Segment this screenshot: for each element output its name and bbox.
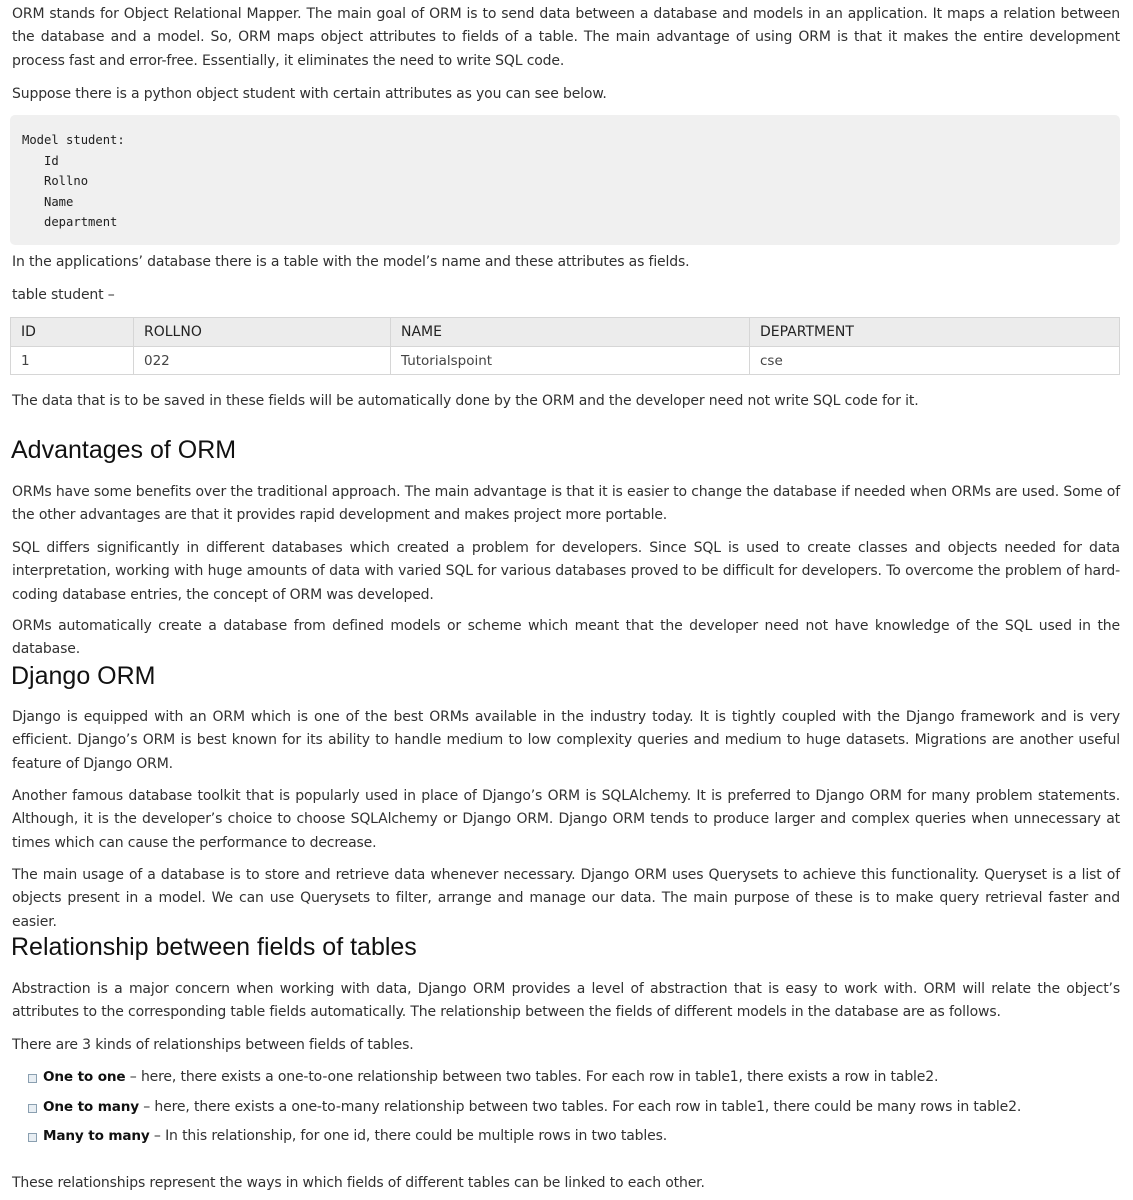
table-header-rollno: ROLLNO: [134, 318, 391, 347]
table-row: [11, 347, 1120, 375]
list-item: [28, 1096, 1021, 1126]
advantages-paragraph-3: ORMs automatically create a database from defined models or scheme which meant that the developer need not have knowledge of the SQL used in the database.: [12, 618, 1120, 658]
django-orm-heading: Django ORM: [11, 662, 156, 690]
table-header-id: ID: [11, 318, 134, 347]
table-cell-id: 1: [11, 347, 134, 375]
django-paragraph-3: The main usage of a database is to store and retrieve data whenever necessary. Django ORM uses Querysets to achieve this functionality. Queryset is a list of objects present in a model. We can use Querysets to filter, arrange and manage our data. The main purpose of these is to make query retrieval faster and easier.: [12, 867, 1120, 930]
table-cell-name: Tutorialspoint: [391, 347, 750, 375]
relationships-closing-paragraph: These relationships represent the ways in which fields of different tables can be linked to each other.: [12, 1175, 705, 1191]
intro-paragraph: ORM stands for Object Relational Mapper. The main goal of ORM is to send data between a database and models in an application. It maps a relation between the database and a model. So, ORM maps object attributes to fields of a table. The main advantage of using ORM is that it makes the entire development process fast and error-free. Essentially, it eliminates the need to write SQL code.: [12, 6, 1120, 69]
relationships-paragraph-1: Abstraction is a major concern when working with data, Django ORM provides a level of abstraction that is easy to work with. ORM will relate the object’s attributes to the corresponding table fields automatically. The relationship between the fields of different models in the database are as follows.: [12, 981, 1120, 1021]
list-item: [28, 1066, 1021, 1096]
intro-paragraph-2: Suppose there is a python object student with certain attributes as you can see below.: [12, 86, 607, 102]
table-cell-rollno: 022: [134, 347, 391, 375]
table-header-department: DEPARTMENT: [750, 318, 1120, 347]
advantages-paragraph-1: ORMs have some benefits over the traditional approach. The main advantage is that it is easier to change the database if needed when ORMs are used. Some of the other advantages are that it provides rapid development and makes project more portable.: [12, 484, 1120, 524]
advantages-paragraph-2: SQL differs significantly in different databases which created a problem for developers. Since SQL is used to create classes and objects needed for data interpretation, working with huge amounts of data with varied SQL for various databases proved to be difficult for developers. To overcome the problem of hard-coding database entries, the concept of ORM was developed.: [12, 540, 1120, 603]
relationship-name: One to many: [43, 1098, 139, 1115]
relationship-description: – here, there exists a one-to-one relationship between two tables. For each row in table1, there exists a row in table2.: [125, 1069, 939, 1085]
relationship-description: – here, there exists a one-to-many relationship between two tables. For each row in table1, there could be many rows in table2.: [138, 1098, 1022, 1115]
table-note-paragraph: The data that is to be saved in these fields will be automatically done by the ORM and the developer need not write SQL code for it.: [12, 393, 919, 409]
code-block: Model student: Id Rollno Name department: [10, 115, 1120, 245]
table-intro-paragraph: In the applications’ database there is a table with the model’s name and these attributes as fields.: [12, 254, 690, 270]
relationship-name: Many to many: [43, 1128, 150, 1144]
django-paragraph-1: Django is equipped with an ORM which is one of the best ORMs available in the industry today. It is tightly coupled with the Django framework and is very efficient. Django’s ORM is best known for its ability to handle medium to low complexity queries and medium to huge datasets. Migrations are another useful feature of Django ORM.: [12, 709, 1120, 772]
advantages-heading: Advantages of ORM: [11, 436, 237, 464]
relationships-heading: Relationship between fields of tables: [11, 933, 417, 961]
table-header-row: [11, 318, 1120, 347]
square-bullet-icon: [28, 1133, 37, 1142]
table-cell-department: cse: [750, 347, 1120, 375]
table-caption: table student –: [12, 287, 115, 303]
square-bullet-icon: [28, 1074, 37, 1083]
relationship-list: [28, 1066, 1021, 1155]
django-paragraph-2: Another famous database toolkit that is popularly used in place of Django’s ORM is SQLAlchemy. It is preferred to Django ORM for many problem statements. Although, it is the developer’s choice to choose SQLAlchemy or Django ORM. Django ORM tends to produce larger and complex queries when unnecessary at times which can cause the performance to decrease.: [12, 788, 1120, 851]
student-table: [10, 317, 1120, 375]
relationship-name: One to one: [43, 1069, 126, 1085]
table-header-name: NAME: [391, 318, 750, 347]
square-bullet-icon: [28, 1104, 37, 1113]
list-item: [28, 1125, 1021, 1155]
relationships-paragraph-2: There are 3 kinds of relationships between fields of tables.: [12, 1037, 414, 1053]
relationship-description: – In this relationship, for one id, there could be multiple rows in two tables.: [149, 1128, 668, 1144]
